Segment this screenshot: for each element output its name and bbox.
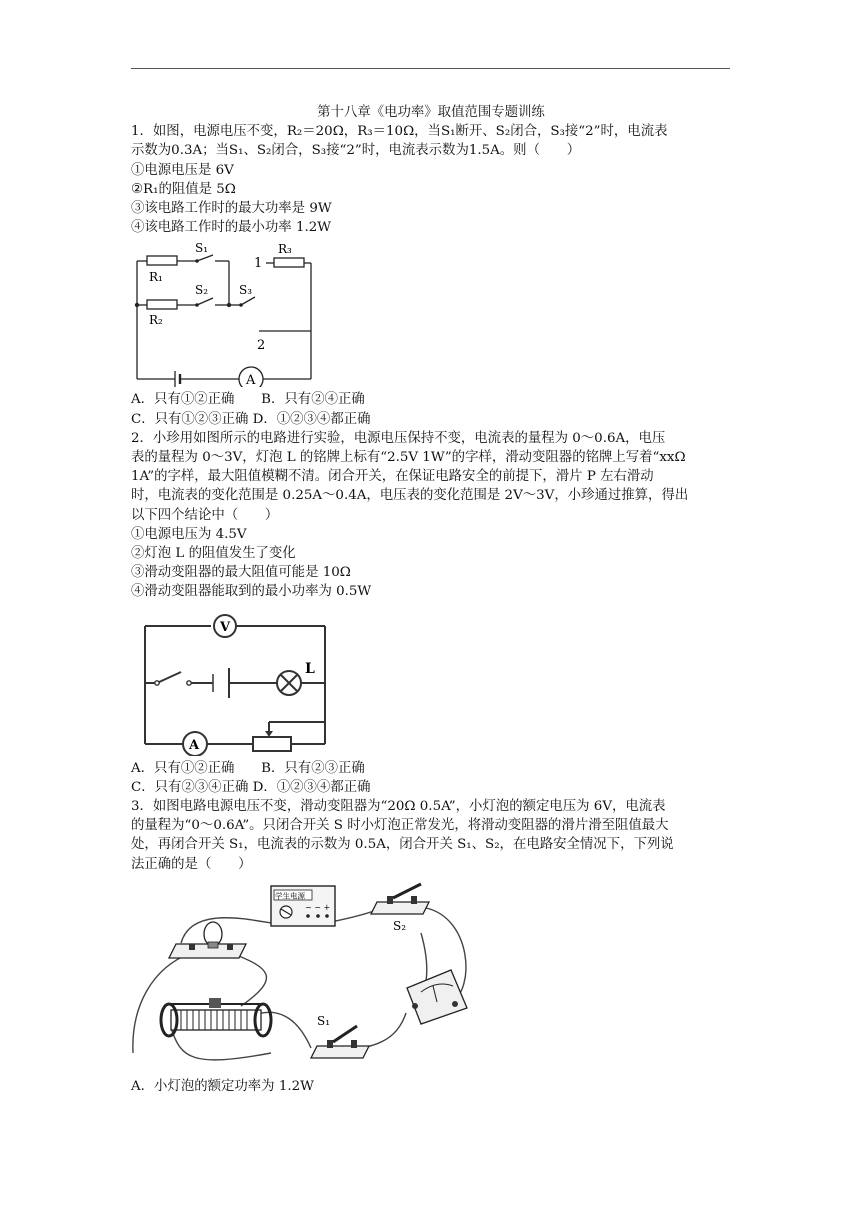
q3-label-s2: S₂ — [393, 918, 407, 933]
q3-rheostat — [161, 998, 271, 1036]
q2-options-line-1: A．只有①②正确 B．只有②③正确 — [131, 760, 365, 776]
q2-stem-line-3: 1A”的字样，最大阻值模糊不清。闭合开关，在保证电路安全的前提下，滑片 P 左右滑动 — [131, 469, 654, 485]
q1-label-s1: S₁ — [195, 241, 209, 256]
q2-ammeter-label: A — [189, 737, 200, 753]
q1-circuit-svg — [131, 239, 321, 387]
q1-label-terminal-2: 2 — [257, 338, 266, 354]
q3-apparatus-diagram — [131, 878, 731, 1074]
q2-stem-line-1: 2．小珍用如图所示的电路进行实验，电源电压保持不变，电流表的量程为 0～0.6A，电压 — [131, 430, 666, 446]
q2-stem-line-5: 以下四个结论中（ ） — [131, 507, 279, 523]
q1-label-s3: S₃ — [239, 283, 253, 298]
page-title: 第十八章《电功率》取值范围专题训练 — [317, 105, 545, 120]
q2-stem-line-4: 时，电流表的变化范围是 0.25A～0.4A，电压表的变化范围是 2V～3V，小珍通过推算，得出 — [131, 488, 689, 504]
q1-statement-4: ④该电路工作时的最小功率 1.2W — [131, 220, 332, 236]
q3-stem-line-1: 3．如图电路电源电压不变，滑动变阻器为“20Ω 0.5A”，小灯泡的额定电压为 6V，电流表 — [131, 799, 666, 815]
q3-switch-s2 — [371, 884, 429, 933]
q3-supply-label: 学生电源 — [275, 891, 305, 901]
q1-statement-3: ③该电路工作时的最大功率是 9W — [131, 201, 332, 217]
q1-circuit-diagram — [131, 239, 731, 387]
q1-label-s2: S₂ — [195, 283, 209, 298]
header-rule — [131, 68, 730, 69]
q2-voltmeter-label: V — [220, 619, 231, 635]
q2-statement-2: ②灯泡 L 的阻值发生了变化 — [131, 546, 296, 562]
q3-stem-line-2: 的量程为“0～0.6A”。只闭合开关 S 时小灯泡正常发光，将滑动变阻器的滑片滑至阻值最大 — [131, 818, 669, 834]
q3-label-s1: S₁ — [317, 1013, 331, 1028]
q2-statement-1: ①电源电压为 4.5V — [131, 526, 247, 542]
svg-text:~ ~ +: ~ ~ + — [305, 902, 331, 912]
q2-options-line-2: C．只有②③④正确 D．①②③④都正确 — [131, 779, 371, 795]
q1-statement-2: ②R₁的阻值是 5Ω — [131, 181, 236, 197]
q3-stem-line-3: 处，再闭合开关 S₁，电流表的示数为 0.5A，闭合开关 S₁、S₂，在电路安全情况下，下列说 — [131, 837, 674, 853]
q2-circuit-diagram — [131, 610, 731, 756]
q2-stem-line-2: 表的量程为 0～3V，灯泡 L 的铭牌上标有“2.5V 1W”的字样，滑动变阻器的铭牌上写着“xxΩ — [131, 450, 686, 466]
q1-stem-line-1: 1．如图，电源电压不变，R₂＝20Ω，R₃＝10Ω，当S₁断开、S₂闭合，S₃接“2”时，电流表 — [131, 124, 668, 140]
q1-options-line-1: A．只有①②正确 B．只有②④正确 — [131, 392, 365, 408]
q2-lamp-label: L — [305, 660, 315, 677]
q3-ammeter — [407, 970, 467, 1024]
q1-stem-line-2: 示数为0.3A；当S₁、S₂闭合，S₃接“2”时，电流表示数为1.5A。则（ ） — [131, 143, 581, 159]
q2-circuit-svg — [131, 610, 341, 756]
q3-power-supply — [271, 886, 335, 926]
q2-statement-4: ④滑动变阻器能取到的最小功率为 0.5W — [131, 584, 372, 600]
q3-option-a: A．小灯泡的额定功率为 1.2W — [131, 1078, 314, 1094]
q1-ammeter-label: A — [246, 373, 256, 388]
q3-stem-line-4: 法正确的是（ ） — [131, 856, 252, 872]
q1-label-r3: R₃ — [278, 242, 292, 257]
q1-label-r1: R₁ — [149, 270, 163, 285]
q2-statement-3: ③滑动变阻器的最大阻值可能是 10Ω — [131, 565, 351, 581]
q1-statement-1: ①电源电压是 6V — [131, 162, 234, 178]
q1-options-line-2: C．只有①②③正确 D．①②③④都正确 — [131, 411, 371, 427]
q1-label-terminal-1: 1 — [254, 256, 263, 272]
q3-switch-s1 — [311, 1014, 369, 1058]
q1-label-r2: R₂ — [149, 313, 163, 328]
document-body — [131, 103, 731, 1096]
q3-lamp — [169, 922, 246, 958]
q3-apparatus-svg — [131, 878, 471, 1074]
